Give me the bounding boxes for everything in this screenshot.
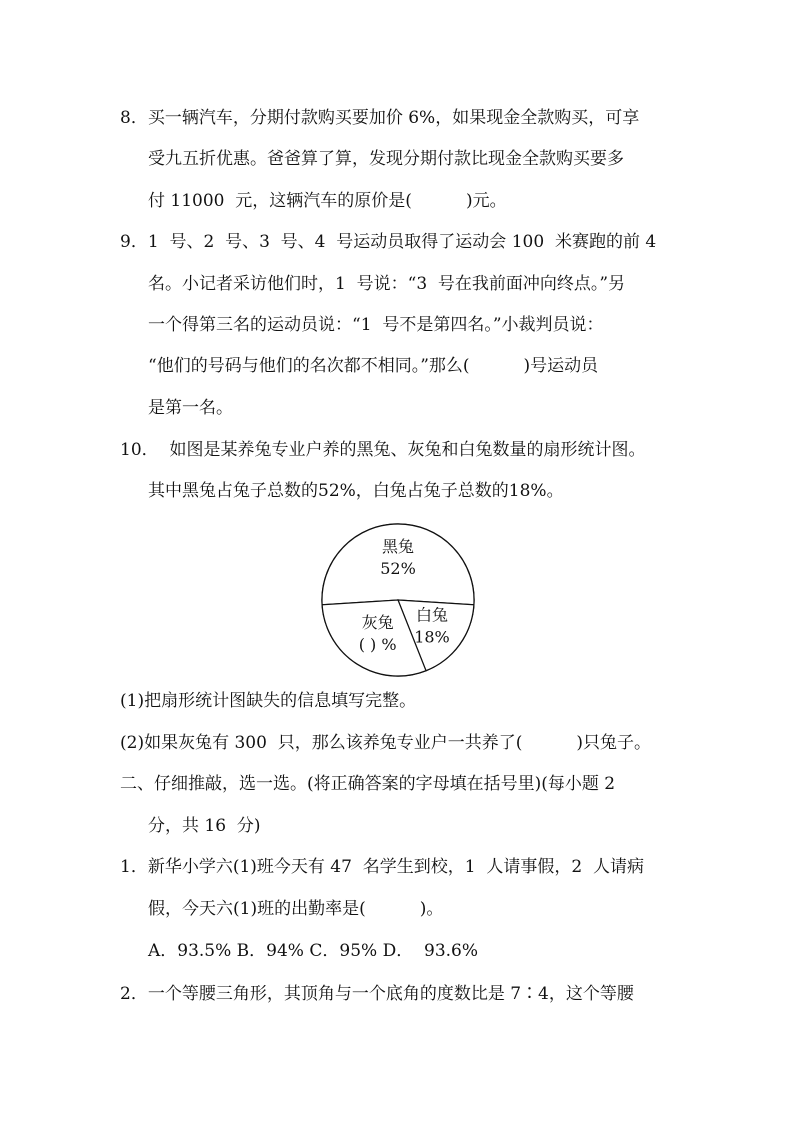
pie-slice-name-2: 白兔 (415, 605, 448, 625)
s2q1-options: A．93.5% B．94% C．95% D． 93.6% (148, 941, 479, 961)
q9-line-2: 名。小记者采访他们时，1 号说：“3 号在我前面冲向终点。”另 (148, 274, 626, 294)
pie-chart (318, 520, 478, 680)
q9-line-3: 一个得第三名的运动员说：“1 号不是第四名。”小裁判员说： (148, 315, 604, 335)
q10-line-1: 10． 如图是某养兔专业户养的黑兔、灰兔和白兔数量的扇形统计图。 (120, 440, 646, 460)
q8-line-2: 受九五折优惠。爸爸算了算，发现分期付款比现金全款购买要多 (148, 149, 624, 169)
q9-line-1: 9．1 号、2 号、3 号、4 号运动员取得了运动会 100 米赛跑的前 4 (120, 232, 657, 252)
q9-line-5: 是第一名。 (148, 398, 233, 418)
pie-chart-svg (318, 520, 478, 680)
q9-line-4: “他们的号码与他们的名次都不相同。”那么( )号运动员 (148, 356, 599, 376)
pie-slice-name-3: 灰兔 (361, 613, 394, 633)
q10-line-2: 其中黑兔占兔子总数的52%，白兔占兔子总数的18%。 (148, 481, 564, 501)
s2q2-line-1: 2．一个等腰三角形，其顶角与一个底角的度数比是 7∶4，这个等腰 (120, 984, 634, 1004)
s2q1-line-2: 假，今天六(1)班的出勤率是( )。 (148, 899, 444, 919)
s2q1-line-1: 1．新华小学六(1)班今天有 47 名学生到校，1 人请事假，2 人请病 (120, 857, 644, 877)
pie-slice-name-1: 黑兔 (381, 537, 415, 556)
q8-line-3: 付 11000 元，这辆汽车的原价是( )元。 (148, 191, 507, 211)
pie-slice-label-3: ( ) % (358, 635, 397, 655)
q10-sub-2: (2)如果灰兔有 300 只，那么该养兔专业户一共养了( )只兔子。 (120, 733, 652, 753)
pie-slice-label-2: 18% (414, 627, 450, 647)
q10-sub-1: (1)把扇形统计图缺失的信息填写完整。 (120, 691, 417, 711)
section2-heading-1: 二、仔细推敲，选一选。(将正确答案的字母填在括号里)(每小题 2 (120, 774, 616, 794)
section2-heading-2: 分，共 16 分) (148, 816, 261, 836)
pie-slice-label-1: 52% (380, 559, 416, 578)
q8-line-1: 8．买一辆汽车，分期付款购买要加价 6%，如果现金全款购买，可享 (120, 108, 640, 128)
